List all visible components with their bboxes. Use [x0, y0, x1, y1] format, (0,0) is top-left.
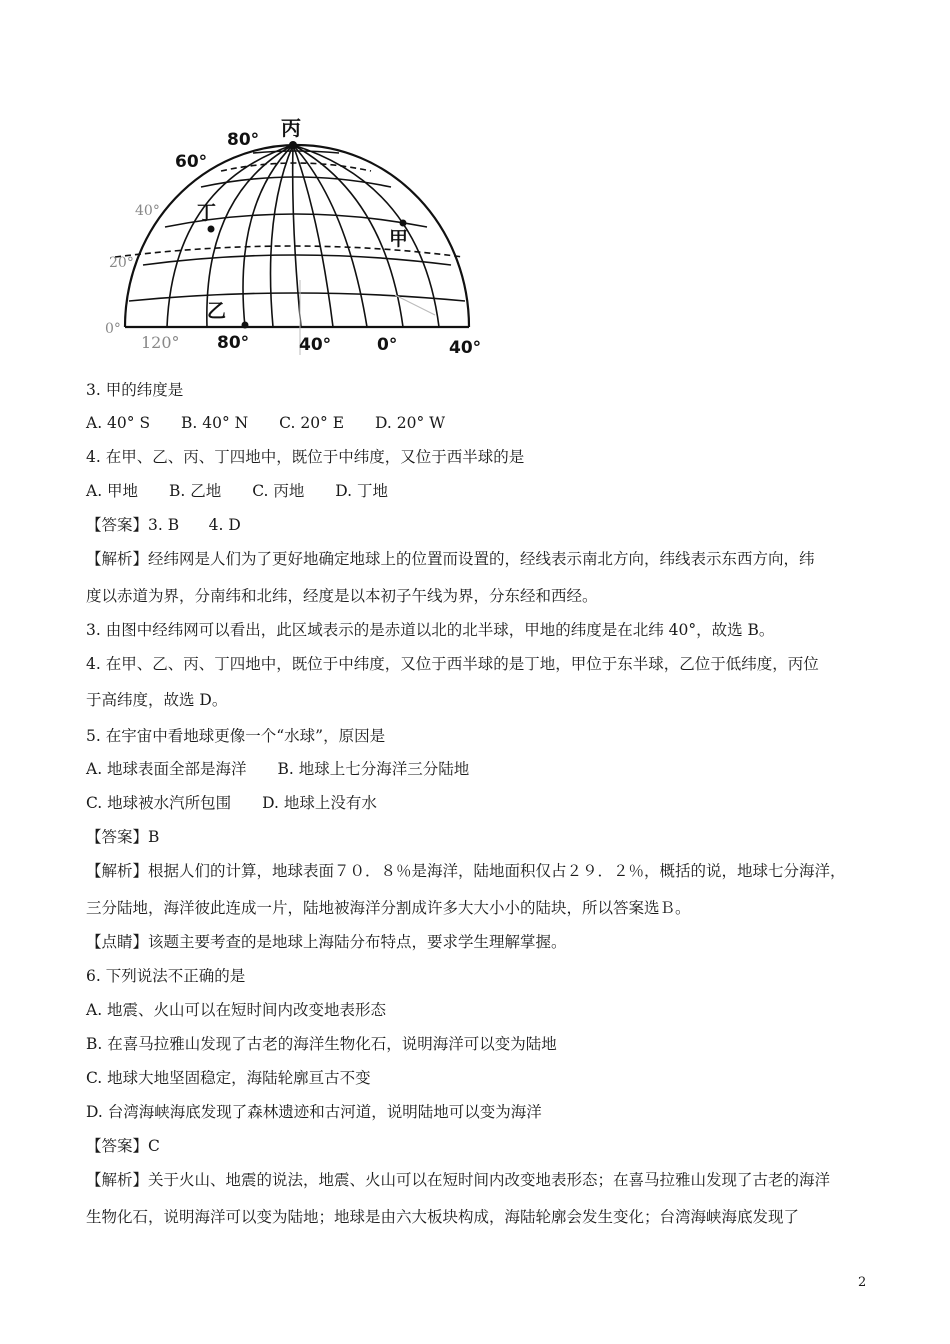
q6-option-c: C. 地球大地坚固稳定，海陆轮廓亘古不变	[86, 1069, 371, 1087]
point-ding-marker	[208, 226, 215, 233]
question-5-options-row-2	[86, 792, 880, 814]
lon-label-80: 80°	[217, 333, 250, 353]
question-4-options	[86, 480, 880, 502]
question-3-options	[86, 412, 880, 434]
lat-label-80: 80°	[227, 130, 260, 150]
q4-option-a: A. 甲地	[86, 482, 139, 500]
answer-5: 【答案】B	[86, 828, 160, 846]
latitude-longitude-grid-figure	[95, 105, 495, 365]
point-ding-label: 丁	[197, 202, 217, 224]
analysis-5-line-1: 【解析】根据人们的计算，地球表面７０．８％是海洋，陆地面积仅占２９．２％，概括的说，地球七分海洋，	[86, 862, 846, 880]
analysis-3-4-line-2: 度以赤道为界，分南纬和北纬，经度是以本初子午线为界，分东经和西经。	[86, 587, 598, 605]
lat-label-40: 40°	[135, 203, 160, 219]
q3-option-a: A. 40° S	[86, 414, 151, 432]
q3-option-c: C. 20° E	[279, 414, 345, 432]
pole-label: 丙	[281, 116, 301, 140]
lon-label-120: 120°	[141, 333, 180, 352]
lat-label-60: 60°	[175, 152, 208, 172]
question-5-options-row-1	[86, 758, 880, 780]
analysis-6-line-1: 【解析】关于火山、地震的说法，地震、火山可以在短时间内改变地表形态；在喜马拉雅山发现了古老的海洋	[86, 1171, 831, 1189]
q6-option-a: A. 地震、火山可以在短时间内改变地表形态	[86, 1001, 387, 1019]
point-yi-label: 乙	[207, 300, 227, 322]
question-3-stem: 3. 甲的纬度是	[86, 381, 184, 399]
hemisphere-grid-diagram	[95, 105, 495, 365]
point-5: 【点睛】该题主要考查的是地球上海陆分布特点，要求学生理解掌握。	[86, 933, 567, 951]
q6-option-d: D. 台湾海峡海底发现了森林遗迹和古河道，说明陆地可以变为海洋	[86, 1103, 542, 1121]
q5-option-c: C. 地球被水汽所包围	[86, 794, 232, 812]
point-yi-marker	[242, 322, 249, 329]
q5-option-a: A. 地球表面全部是海洋	[86, 760, 247, 778]
question-5-stem: 5. 在宇宙中看地球更像一个“水球”，原因是	[86, 727, 386, 745]
analysis-3-4-line-1: 【解析】经纬网是人们为了更好地确定地球上的位置而设置的，经线表示南北方向，纬线表示东西方向，纬	[86, 550, 815, 568]
question-4-stem: 4. 在甲、乙、丙、丁四地中，既位于中纬度，又位于西半球的是	[86, 448, 525, 466]
q5-option-b: B. 地球上七分海洋三分陆地	[277, 760, 470, 778]
answer-6: 【答案】C	[86, 1137, 160, 1155]
q3-option-d: D. 20° W	[375, 414, 446, 432]
q4-option-c: C. 丙地	[252, 482, 305, 500]
q4-option-b: B. 乙地	[169, 482, 222, 500]
q4-option-d: D. 丁地	[335, 482, 389, 500]
lon-label-40w: 40°	[299, 335, 332, 355]
lat-label-20: 20°	[109, 255, 134, 271]
lat-label-0: 0°	[105, 321, 121, 337]
page-number: 2	[858, 1275, 867, 1290]
point-jia-marker	[400, 220, 407, 227]
answer-3-4: 【答案】3. B 4. D	[86, 516, 241, 534]
q5-option-d: D. 地球上没有水	[262, 794, 377, 812]
question-6-stem: 6. 下列说法不正确的是	[86, 967, 246, 985]
analysis-3-4-line-3: 3. 由图中经纬网可以看出，此区域表示的是赤道以北的北半球，甲地的纬度是在北纬 40°，故选 B。	[86, 621, 775, 639]
q6-option-b: B. 在喜马拉雅山发现了古老的海洋生物化石，说明海洋可以变为陆地	[86, 1035, 557, 1053]
analysis-5-line-2: 三分陆地，海洋彼此连成一片，陆地被海洋分割成许多大大小小的陆块，所以答案选Ｂ。	[86, 899, 691, 917]
lon-label-0: 0°	[377, 335, 398, 355]
q3-option-b: B. 40° N	[181, 414, 249, 432]
lon-label-40e: 40°	[449, 338, 482, 358]
north-pole-point	[289, 141, 297, 149]
analysis-3-4-line-4: 4. 在甲、乙、丙、丁四地中，既位于中纬度，又位于西半球的是丁地，甲位于东半球，乙位于低纬度，丙位	[86, 655, 819, 673]
analysis-6-line-2: 生物化石，说明海洋可以变为陆地；地球是由六大板块构成，海陆轮廓会发生变化；台湾海峡海底发现了	[86, 1208, 800, 1226]
analysis-3-4-line-5: 于高纬度，故选 D。	[86, 691, 228, 709]
point-jia-label: 甲	[389, 228, 409, 250]
hemisphere-outline	[125, 145, 469, 327]
